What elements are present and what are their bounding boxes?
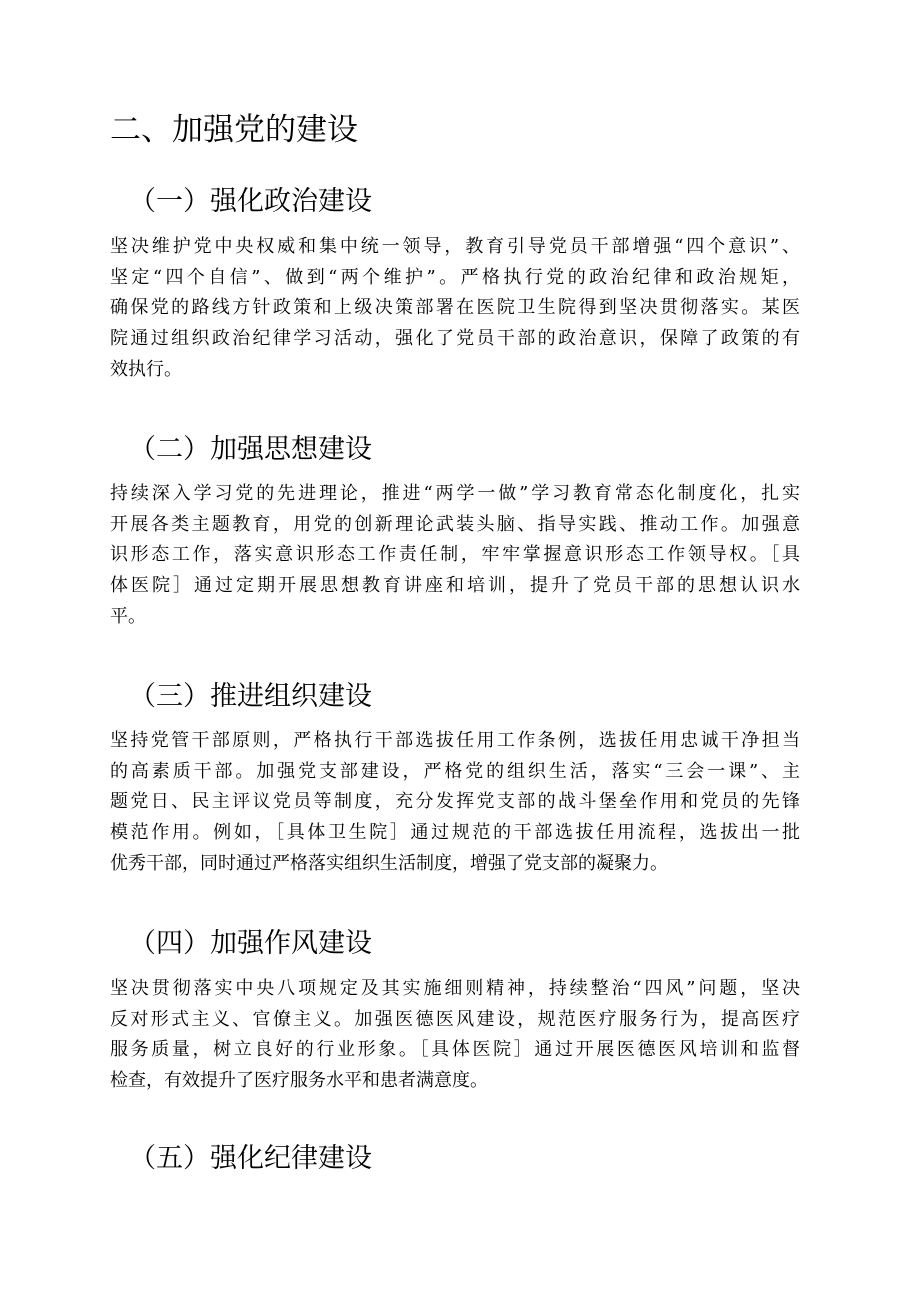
section-3-paragraph [110, 726, 800, 880]
paragraph-line: 确保党的路线方针政策和上级决策部署在医院卫生院得到坚决贯彻落实。某医 [110, 297, 800, 319]
section-4-title: （四）加强作风建设 [129, 928, 372, 959]
section-1-title: （一）强化政治建设 [129, 186, 372, 217]
section-3-title: （三）推进组织建设 [129, 681, 372, 712]
paragraph-line: 坚持党管干部原则，严格执行干部选拔任用工作条例，选拔任用忠诚干净担当 [110, 730, 800, 751]
paragraph-line: 坚决维护党中央权威和集中统一领导，教育引导党员干部增强“四个意识”、 [110, 236, 800, 257]
section-2-title: （二）加强思想建设 [129, 434, 372, 465]
section-5-title: （五）强化纪律建设 [129, 1143, 372, 1174]
section-4-paragraph [110, 974, 800, 1097]
paragraph-line: 模范作用。例如，［具体卫生院］通过规范的干部选拔任用流程，选拔出一批 [110, 822, 800, 844]
paragraph-line: 平。 [110, 605, 146, 627]
paragraph-line: 反对形式主义、官僚主义。加强医德医风建设，规范医疗服务行为，提高医疗 [110, 1008, 800, 1030]
paragraph-line: 识形态工作，落实意识形态工作责任制，牢牢掌握意识形态工作领导权。［具 [110, 544, 800, 566]
paragraph-line: 开展各类主题教育，用党的创新理论武装头脑、指导实践、推动工作。加强意 [110, 513, 800, 535]
paragraph-line: 优秀干部，同时通过严格落实组织生活制度，增强了党支部的凝聚力。 [110, 852, 668, 874]
paragraph-line: 坚决贯彻落实中央八项规定及其实施细则精神，持续整治“四风”问题，坚决 [110, 978, 800, 999]
paragraph-line: 检查，有效提升了医疗服务水平和患者满意度。 [110, 1070, 488, 1092]
paragraph-line: 体医院］通过定期开展思想教育讲座和培训，提升了党员干部的思想认识水 [110, 575, 800, 597]
paragraph-line: 效执行。 [110, 358, 182, 380]
paragraph-line: 的高素质干部。加强党支部建设，严格党的组织生活，落实“三会一课”、主 [110, 760, 800, 782]
section-2-paragraph [110, 479, 800, 633]
paragraph-line: 题党日、民主评议党员等制度，充分发挥党支部的战斗堡垒作用和党员的先锋 [110, 791, 800, 813]
paragraph-line: 服务质量，树立良好的行业形象。［具体医院］通过开展医德医风培训和监督 [110, 1039, 800, 1061]
paragraph-line: 持续深入学习党的先进理论，推进“两学一做”学习教育常态化制度化，扎实 [110, 483, 800, 504]
paragraph-line: 院通过组织政治纪律学习活动，强化了党员干部的政治意识，保障了政策的有 [110, 328, 800, 350]
paragraph-line: 坚定“四个自信”、做到“两个维护”。严格执行党的政治纪律和政治规矩， [110, 266, 800, 288]
main-heading: 二、加强党的建设 [110, 112, 358, 148]
section-1-paragraph [110, 232, 800, 386]
